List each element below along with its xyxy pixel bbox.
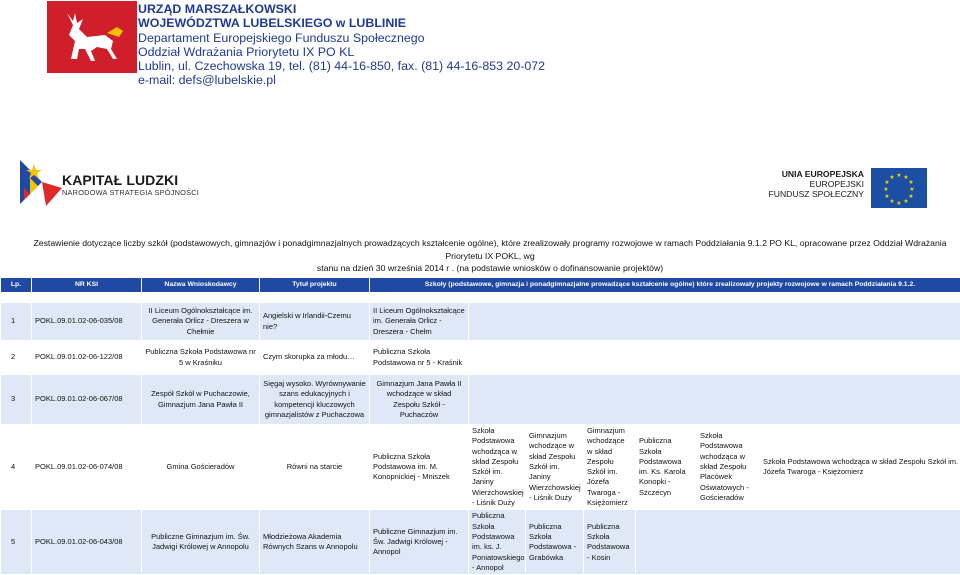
office-voivodeship: WOJEWÓDZTWA LUBELSKIEGO w LUBLINIE bbox=[138, 16, 545, 30]
row-school: Szkoła Podstawowa wchodząca w skład Zespołu Placówek Oświatowych - Gościeradów bbox=[697, 425, 760, 510]
row-nr-ksi: POKL.09.01.02-06-074/08 bbox=[32, 425, 142, 510]
row-school: Publiczna Szkoła Podstawowa - Grabówka bbox=[526, 510, 584, 575]
header-applicant: Nazwa Wnioskodawcy bbox=[142, 278, 260, 293]
table-row bbox=[1, 510, 960, 575]
row-empty bbox=[469, 303, 960, 341]
office-header bbox=[138, 2, 545, 88]
eu-flag-icon bbox=[871, 168, 927, 208]
kapital-ludzki-icon bbox=[16, 158, 64, 208]
row-empty bbox=[469, 375, 960, 425]
eu-label-line: FUNDUSZ SPOŁECZNY bbox=[769, 189, 865, 199]
row-nr-ksi: POKL.09.01.02-06-122/08 bbox=[32, 341, 142, 375]
eu-label-line: EUROPEJSKI bbox=[769, 179, 865, 189]
row-project-title: Sięgaj wysoko. Wyrównywanie szans edukacyjnych i kompetencji kluczowych gimnazjalistów z Puchaczowa bbox=[260, 375, 370, 425]
table-row bbox=[1, 425, 960, 510]
row-project-title: Angielski w Irlandii-Czemu nie? bbox=[260, 303, 370, 341]
table-row bbox=[1, 341, 960, 375]
row-project-title: Młodzieżowa Akademia Równych Szans w Annopolu bbox=[260, 510, 370, 575]
row-school: Szkoła Podstawowa wchodząca w skład Zespołu Szkół im. Janiny Wierzchowskiej - Liśnik Duży bbox=[469, 425, 526, 510]
row-applicant: Publiczne Gimnazjum im. Św. Jadwigi Królowej w Annopolu bbox=[142, 510, 260, 575]
svg-text:★: ★ bbox=[896, 200, 901, 207]
svg-text:★: ★ bbox=[908, 193, 913, 200]
svg-text:★: ★ bbox=[908, 179, 913, 186]
header-schools: Szkoły (podstawowe, gimnazja i ponadgimnazjalne prowadzące kształcenie ogólne) które zrealizowały projekty rozwojowe w ramach Poddziałania 9.1.2. bbox=[370, 278, 960, 293]
svg-text:★: ★ bbox=[903, 198, 908, 205]
svg-text:★: ★ bbox=[909, 186, 914, 193]
office-department: Departament Europejskiego Funduszu Społecznego bbox=[138, 31, 545, 45]
row-school: Gimnazjum wchodzące w skład Zespołu Szkół im. Józefa Twaroga - Księżomierz bbox=[584, 425, 636, 510]
header-nr-ksi: NR KSI bbox=[32, 278, 142, 293]
row-school: Gimnazjum Jana Pawła II wchodzące w skład Zespołu Szkół - Puchaczów bbox=[370, 375, 469, 425]
row-lp: 1 bbox=[1, 303, 32, 341]
row-applicant: Publiczna Szkoła Podstawowa nr 5 w Kraśniku bbox=[142, 341, 260, 375]
row-applicant: Gmina Gościeradów bbox=[142, 425, 260, 510]
row-nr-ksi: POKL.09.01.02-06-035/08 bbox=[32, 303, 142, 341]
svg-text:★: ★ bbox=[889, 198, 894, 205]
office-name: URZĄD MARSZAŁKOWSKI bbox=[138, 2, 545, 16]
kapital-ludzki-subtitle: NARODOWA STRATEGIA SPÓJNOŚCI bbox=[62, 188, 199, 197]
svg-text:★: ★ bbox=[896, 172, 901, 179]
row-empty bbox=[636, 510, 960, 575]
svg-text:★: ★ bbox=[883, 186, 888, 193]
office-email[interactable]: e-mail: defs@lubelskie.pl bbox=[138, 73, 545, 87]
eu-label-line: UNIA EUROPEJSKA bbox=[769, 169, 865, 179]
svg-text:★: ★ bbox=[884, 179, 889, 186]
row-school: Publiczne Gimnazjum im. Św. Jadwigi Królowej - Annopol bbox=[370, 510, 469, 575]
row-school: Publiczna Szkoła Podstawowa im. ks. J. Poniatowskiego - Annopol bbox=[469, 510, 526, 575]
row-applicant: Zespół Szkół w Puchaczowie, Gimnazjum Jana Pawła II bbox=[142, 375, 260, 425]
table-row bbox=[1, 375, 960, 425]
row-school: Szkoła Podstawowa wchodząca w skład Zespołu Szkół im. Józefa Twaroga - Księżomierz bbox=[760, 425, 960, 510]
row-project-title: Równi na starcie bbox=[260, 425, 370, 510]
row-school: II Liceum Ogólnokształcące im. Generała Orlicz - Dreszera - Chełm bbox=[370, 303, 469, 341]
header-lp: Lp. bbox=[1, 278, 32, 293]
svg-text:★: ★ bbox=[884, 193, 889, 200]
eu-label bbox=[769, 169, 865, 200]
document-title bbox=[30, 237, 950, 275]
row-applicant: II Liceum Ogólnokształcące im. Generała Orlicz - Dreszera w Chełmie bbox=[142, 303, 260, 341]
office-division: Oddział Wdrażania Priorytetu IX PO KL bbox=[138, 45, 545, 59]
table-header-row bbox=[1, 278, 960, 293]
row-lp: 3 bbox=[1, 375, 32, 425]
row-lp: 5 bbox=[1, 510, 32, 575]
row-school: Publiczna Szkoła Podstawowa nr 5 - Kraśnik bbox=[370, 341, 469, 375]
row-school: Gimnazjum wchodzące w skład Zespołu Szkół im. Janiny Wierzchowskiej - Liśnik Duży bbox=[526, 425, 584, 510]
office-address: Lublin, ul. Czechowska 19, tel. (81) 44-16-850, fax. (81) 44-16-853 20-072 bbox=[138, 59, 545, 73]
row-project-title: Czym skorupka za młodu… bbox=[260, 341, 370, 375]
row-school: Publiczna Szkoła Podstawowa im. Ks. Karola Konopki - Szczecyn bbox=[636, 425, 697, 510]
document-title-line: Zestawienie dotyczące liczby szkół (podstawowych, gimnazjów i ponadgimnazjalnych prowadzących kształcenie ogólne), które zrealizowały programy rozwojowe w ramach Poddziałania 9.1.2 PO KL, opracowane przez Oddział Wdrażania Priorytetu IX POKL, wg bbox=[30, 237, 950, 262]
coat-of-arms-logo bbox=[47, 1, 137, 73]
row-school: Publiczna Szkoła Podstawowa - Kosin bbox=[584, 510, 636, 575]
kapital-ludzki-title: KAPITAŁ LUDZKI bbox=[62, 172, 178, 188]
row-nr-ksi: POKL.09.01.02-06-043/08 bbox=[32, 510, 142, 575]
row-lp: 4 bbox=[1, 425, 32, 510]
document-title-line: stanu na dzień 30 września 2014 r . (na podstawie wniosków o dofinansowanie projektów) bbox=[30, 262, 950, 275]
deer-icon bbox=[47, 1, 137, 73]
svg-text:★: ★ bbox=[889, 174, 894, 181]
schools-table bbox=[0, 277, 960, 575]
row-nr-ksi: POKL.09.01.02-06-067/08 bbox=[32, 375, 142, 425]
row-empty bbox=[469, 341, 960, 375]
table-row bbox=[1, 303, 960, 341]
row-lp: 2 bbox=[1, 341, 32, 375]
header-project-title: Tytuł projektu bbox=[260, 278, 370, 293]
svg-text:★: ★ bbox=[903, 174, 908, 181]
row-school: Publiczna Szkoła Podstawowa im. M. Konopnickiej - Mniszek bbox=[370, 425, 469, 510]
